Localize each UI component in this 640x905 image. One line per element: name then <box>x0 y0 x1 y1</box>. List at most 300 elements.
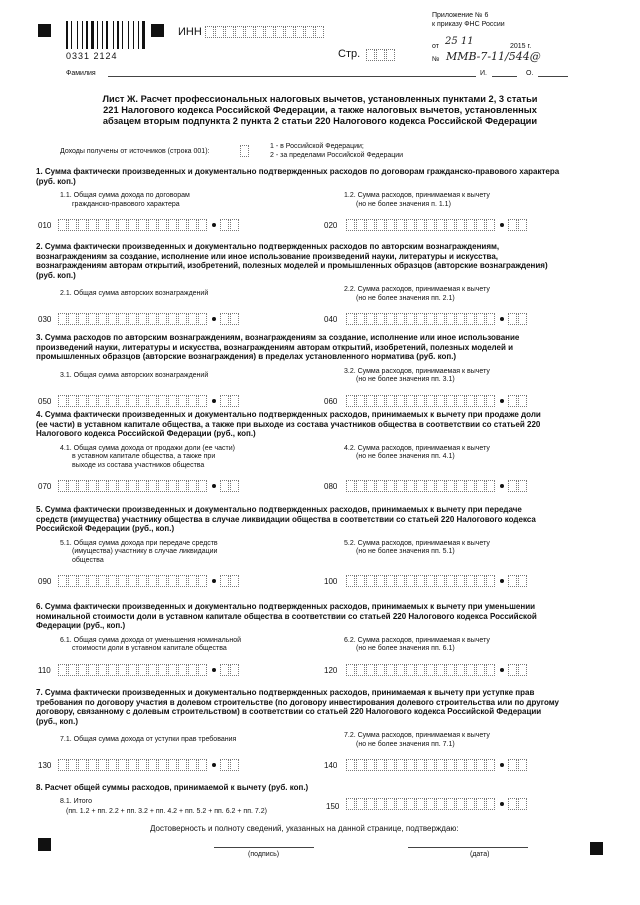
char-cell[interactable] <box>178 313 187 325</box>
char-cell[interactable] <box>178 664 187 676</box>
char-cell[interactable] <box>386 49 395 61</box>
section-1-right-amount[interactable] <box>346 219 528 231</box>
section-6-left-amount[interactable] <box>58 664 240 676</box>
char-cell[interactable] <box>178 219 187 231</box>
char-cell[interactable] <box>466 480 475 492</box>
char-cell[interactable] <box>88 759 97 771</box>
char-cell[interactable] <box>68 395 77 407</box>
char-cell[interactable] <box>386 313 395 325</box>
char-cell[interactable] <box>188 575 197 587</box>
char-cell[interactable] <box>128 395 137 407</box>
char-cell[interactable] <box>68 664 77 676</box>
char-cell[interactable] <box>436 480 445 492</box>
char-cell[interactable] <box>436 664 445 676</box>
char-cell[interactable] <box>138 313 147 325</box>
char-cell[interactable] <box>376 759 385 771</box>
char-cell[interactable] <box>188 395 197 407</box>
signature-line[interactable] <box>214 847 314 848</box>
char-cell[interactable] <box>396 395 405 407</box>
section-2-right-amount[interactable] <box>346 313 528 325</box>
char-cell[interactable] <box>108 575 117 587</box>
char-cell[interactable] <box>376 219 385 231</box>
char-cell[interactable] <box>78 664 87 676</box>
char-cell[interactable] <box>188 219 197 231</box>
char-cell[interactable] <box>356 575 365 587</box>
char-cell[interactable] <box>366 480 375 492</box>
char-cell[interactable] <box>88 664 97 676</box>
char-cell[interactable] <box>168 395 177 407</box>
char-cell[interactable] <box>88 480 97 492</box>
char-cell[interactable] <box>88 395 97 407</box>
char-cell[interactable] <box>205 26 214 38</box>
income-source-option-1: 1 - в Российской Федерации; <box>270 143 364 150</box>
char-cell[interactable] <box>138 480 147 492</box>
char-cell[interactable] <box>58 313 67 325</box>
char-cell[interactable] <box>168 759 177 771</box>
char-cell[interactable] <box>168 480 177 492</box>
char-cell[interactable] <box>305 26 314 38</box>
char-cell[interactable] <box>230 395 239 407</box>
char-cell[interactable] <box>396 575 405 587</box>
char-cell[interactable] <box>58 395 67 407</box>
char-cell[interactable] <box>118 219 127 231</box>
char-cell[interactable] <box>240 145 249 157</box>
char-cell[interactable] <box>356 313 365 325</box>
char-cell[interactable] <box>188 664 197 676</box>
char-cell[interactable] <box>118 480 127 492</box>
char-cell[interactable] <box>148 395 157 407</box>
char-cell[interactable] <box>265 26 274 38</box>
char-cell[interactable] <box>426 798 435 810</box>
char-cell[interactable] <box>406 664 415 676</box>
char-cell[interactable] <box>416 575 425 587</box>
char-cell[interactable] <box>476 219 485 231</box>
char-cell[interactable] <box>416 219 425 231</box>
char-cell[interactable] <box>426 313 435 325</box>
char-cell[interactable] <box>456 395 465 407</box>
char-cell[interactable] <box>486 480 495 492</box>
char-cell[interactable] <box>158 759 167 771</box>
char-cell[interactable] <box>68 759 77 771</box>
char-cell[interactable] <box>235 26 244 38</box>
char-cell[interactable] <box>376 575 385 587</box>
char-cell[interactable] <box>436 575 445 587</box>
char-cell[interactable] <box>508 313 517 325</box>
char-cell[interactable] <box>245 26 254 38</box>
char-cell[interactable] <box>346 575 355 587</box>
char-cell[interactable] <box>456 798 465 810</box>
char-cell[interactable] <box>476 313 485 325</box>
char-cell[interactable] <box>188 313 197 325</box>
char-cell[interactable] <box>188 480 197 492</box>
char-cell[interactable] <box>466 798 475 810</box>
char-cell[interactable] <box>486 575 495 587</box>
char-cell[interactable] <box>158 575 167 587</box>
char-cell[interactable] <box>346 395 355 407</box>
char-cell[interactable] <box>426 575 435 587</box>
surname-line[interactable] <box>108 76 476 77</box>
char-cell[interactable] <box>366 664 375 676</box>
char-cell[interactable] <box>476 395 485 407</box>
char-cell[interactable] <box>356 798 365 810</box>
section-7-right-amount[interactable] <box>346 759 528 771</box>
char-cell[interactable] <box>138 219 147 231</box>
char-cell[interactable] <box>386 575 395 587</box>
char-cell[interactable] <box>198 664 207 676</box>
char-cell[interactable] <box>508 759 517 771</box>
char-cell[interactable] <box>230 664 239 676</box>
char-cell[interactable] <box>366 313 375 325</box>
char-cell[interactable] <box>108 480 117 492</box>
char-cell[interactable] <box>376 395 385 407</box>
char-cell[interactable] <box>78 759 87 771</box>
char-cell[interactable] <box>476 798 485 810</box>
char-cell[interactable] <box>158 219 167 231</box>
char-cell[interactable] <box>346 313 355 325</box>
char-cell[interactable] <box>158 664 167 676</box>
char-cell[interactable] <box>58 575 67 587</box>
char-cell[interactable] <box>406 313 415 325</box>
char-cell[interactable] <box>148 759 157 771</box>
char-cell[interactable] <box>128 759 137 771</box>
char-cell[interactable] <box>518 480 527 492</box>
char-cell[interactable] <box>178 395 187 407</box>
section-4-right-amount[interactable] <box>346 480 528 492</box>
char-cell[interactable] <box>386 480 395 492</box>
char-cell[interactable] <box>198 480 207 492</box>
char-cell[interactable] <box>108 759 117 771</box>
char-cell[interactable] <box>78 313 87 325</box>
char-cell[interactable] <box>356 219 365 231</box>
char-cell[interactable] <box>396 798 405 810</box>
section-1-right-label: (но не более значения п. 1.1) <box>356 200 451 208</box>
char-cell[interactable] <box>386 219 395 231</box>
char-cell[interactable] <box>108 313 117 325</box>
char-cell[interactable] <box>426 759 435 771</box>
char-cell[interactable] <box>486 313 495 325</box>
section-2-left-amount[interactable] <box>58 313 240 325</box>
char-cell[interactable] <box>476 664 485 676</box>
char-cell[interactable] <box>466 395 475 407</box>
char-cell[interactable] <box>215 26 224 38</box>
char-cell[interactable] <box>220 480 229 492</box>
char-cell[interactable] <box>436 219 445 231</box>
char-cell[interactable] <box>456 480 465 492</box>
char-cell[interactable] <box>178 759 187 771</box>
inn-cells[interactable] <box>205 26 325 38</box>
char-cell[interactable] <box>98 664 107 676</box>
char-cell[interactable] <box>436 313 445 325</box>
char-cell[interactable] <box>366 395 375 407</box>
char-cell[interactable] <box>158 480 167 492</box>
char-cell[interactable] <box>446 575 455 587</box>
decimal-point <box>212 317 216 321</box>
char-cell[interactable] <box>508 219 517 231</box>
char-cell[interactable] <box>508 798 517 810</box>
char-cell[interactable] <box>456 759 465 771</box>
char-cell[interactable] <box>225 26 234 38</box>
char-cell[interactable] <box>386 759 395 771</box>
char-cell[interactable] <box>366 575 375 587</box>
char-cell[interactable] <box>446 759 455 771</box>
initial-i-line[interactable] <box>492 76 517 77</box>
char-cell[interactable] <box>356 480 365 492</box>
char-cell[interactable] <box>138 664 147 676</box>
section-8-amount[interactable] <box>346 798 528 810</box>
char-cell[interactable] <box>118 395 127 407</box>
char-cell[interactable] <box>158 395 167 407</box>
char-cell[interactable] <box>426 480 435 492</box>
initial-o-line[interactable] <box>538 76 568 77</box>
char-cell[interactable] <box>416 759 425 771</box>
char-cell[interactable] <box>128 313 137 325</box>
char-cell[interactable] <box>98 395 107 407</box>
char-cell[interactable] <box>366 798 375 810</box>
barcode-number: 0331 2124 <box>66 51 118 61</box>
char-cell[interactable] <box>346 480 355 492</box>
char-cell[interactable] <box>118 759 127 771</box>
char-cell[interactable] <box>88 219 97 231</box>
char-cell[interactable] <box>148 219 157 231</box>
char-cell[interactable] <box>486 759 495 771</box>
char-cell[interactable] <box>486 219 495 231</box>
char-cell[interactable] <box>376 313 385 325</box>
char-cell[interactable] <box>376 798 385 810</box>
char-cell[interactable] <box>426 395 435 407</box>
section-7-heading-line: договору, связанному с долевым строительством) в соответствии со статьей 220 Налогового кодекса Российской Федерации <box>36 707 542 716</box>
char-cell[interactable] <box>396 664 405 676</box>
char-cell[interactable] <box>466 313 475 325</box>
char-cell[interactable] <box>148 313 157 325</box>
char-cell[interactable] <box>220 313 229 325</box>
char-cell[interactable] <box>366 219 375 231</box>
char-cell[interactable] <box>158 313 167 325</box>
section-6-right-amount[interactable] <box>346 664 528 676</box>
section-3-right-amount[interactable] <box>346 395 528 407</box>
char-cell[interactable] <box>416 480 425 492</box>
char-cell[interactable] <box>396 759 405 771</box>
char-cell[interactable] <box>58 759 67 771</box>
char-cell[interactable] <box>436 395 445 407</box>
char-cell[interactable] <box>230 759 239 771</box>
date-line[interactable] <box>408 847 528 848</box>
char-cell[interactable] <box>118 664 127 676</box>
char-cell[interactable] <box>518 313 527 325</box>
char-cell[interactable] <box>386 395 395 407</box>
char-cell[interactable] <box>486 395 495 407</box>
char-cell[interactable] <box>58 219 67 231</box>
char-cell[interactable] <box>518 575 527 587</box>
char-cell[interactable] <box>230 313 239 325</box>
char-cell[interactable] <box>356 395 365 407</box>
char-cell[interactable] <box>518 664 527 676</box>
char-cell[interactable] <box>456 575 465 587</box>
char-cell[interactable] <box>406 395 415 407</box>
char-cell[interactable] <box>98 313 107 325</box>
char-cell[interactable] <box>466 759 475 771</box>
char-cell[interactable] <box>346 219 355 231</box>
char-cell[interactable] <box>446 798 455 810</box>
char-cell[interactable] <box>220 759 229 771</box>
section-7-left-amount[interactable] <box>58 759 240 771</box>
char-cell[interactable] <box>128 219 137 231</box>
char-cell[interactable] <box>436 759 445 771</box>
char-cell[interactable] <box>508 575 517 587</box>
char-cell[interactable] <box>406 480 415 492</box>
char-cell[interactable] <box>456 664 465 676</box>
section-4-left-amount[interactable] <box>58 480 240 492</box>
char-cell[interactable] <box>220 219 229 231</box>
char-cell[interactable] <box>78 480 87 492</box>
char-cell[interactable] <box>476 575 485 587</box>
char-cell[interactable] <box>220 395 229 407</box>
char-cell[interactable] <box>78 395 87 407</box>
char-cell[interactable] <box>98 219 107 231</box>
char-cell[interactable] <box>396 219 405 231</box>
char-cell[interactable] <box>446 219 455 231</box>
char-cell[interactable] <box>518 395 527 407</box>
char-cell[interactable] <box>346 664 355 676</box>
char-cell[interactable] <box>346 798 355 810</box>
char-cell[interactable] <box>466 575 475 587</box>
char-cell[interactable] <box>98 575 107 587</box>
char-cell[interactable] <box>456 219 465 231</box>
char-cell[interactable] <box>518 219 527 231</box>
char-cell[interactable] <box>198 219 207 231</box>
char-cell[interactable] <box>436 798 445 810</box>
char-cell[interactable] <box>396 480 405 492</box>
char-cell[interactable] <box>456 313 465 325</box>
page-cells[interactable] <box>366 49 396 61</box>
char-cell[interactable] <box>416 313 425 325</box>
char-cell[interactable] <box>118 575 127 587</box>
char-cell[interactable] <box>188 759 197 771</box>
char-cell[interactable] <box>406 575 415 587</box>
char-cell[interactable] <box>396 313 405 325</box>
char-cell[interactable] <box>508 664 517 676</box>
char-cell[interactable] <box>68 480 77 492</box>
section-1-left-amount[interactable] <box>58 219 240 231</box>
char-cell[interactable] <box>168 219 177 231</box>
char-cell[interactable] <box>78 575 87 587</box>
barcode-bar <box>66 21 68 49</box>
char-cell[interactable] <box>88 313 97 325</box>
char-cell[interactable] <box>486 798 495 810</box>
char-cell[interactable] <box>58 664 67 676</box>
char-cell[interactable] <box>108 219 117 231</box>
char-cell[interactable] <box>376 664 385 676</box>
char-cell[interactable] <box>426 219 435 231</box>
char-cell[interactable] <box>68 313 77 325</box>
char-cell[interactable] <box>168 313 177 325</box>
char-cell[interactable] <box>128 575 137 587</box>
char-cell[interactable] <box>406 219 415 231</box>
char-cell[interactable] <box>366 759 375 771</box>
char-cell[interactable] <box>406 798 415 810</box>
char-cell[interactable] <box>466 664 475 676</box>
char-cell[interactable] <box>426 664 435 676</box>
char-cell[interactable] <box>446 313 455 325</box>
char-cell[interactable] <box>476 759 485 771</box>
char-cell[interactable] <box>376 49 385 61</box>
char-cell[interactable] <box>486 664 495 676</box>
char-cell[interactable] <box>230 480 239 492</box>
char-cell[interactable] <box>466 219 475 231</box>
char-cell[interactable] <box>98 480 107 492</box>
char-cell[interactable] <box>118 313 127 325</box>
char-cell[interactable] <box>68 575 77 587</box>
char-cell[interactable] <box>518 759 527 771</box>
char-cell[interactable] <box>108 664 117 676</box>
char-cell[interactable] <box>138 575 147 587</box>
char-cell[interactable] <box>386 798 395 810</box>
char-cell[interactable] <box>285 26 294 38</box>
char-cell[interactable] <box>88 575 97 587</box>
char-cell[interactable] <box>108 395 117 407</box>
char-cell[interactable] <box>295 26 304 38</box>
char-cell[interactable] <box>446 395 455 407</box>
char-cell[interactable] <box>230 219 239 231</box>
char-cell[interactable] <box>98 759 107 771</box>
char-cell[interactable] <box>148 664 157 676</box>
char-cell[interactable] <box>476 480 485 492</box>
char-cell[interactable] <box>168 575 177 587</box>
char-cell[interactable] <box>220 575 229 587</box>
char-cell[interactable] <box>275 26 284 38</box>
char-cell[interactable] <box>446 480 455 492</box>
char-cell[interactable] <box>315 26 324 38</box>
char-cell[interactable] <box>518 798 527 810</box>
char-cell[interactable] <box>356 664 365 676</box>
char-cell[interactable] <box>178 480 187 492</box>
char-cell[interactable] <box>168 664 177 676</box>
char-cell[interactable] <box>128 664 137 676</box>
char-cell[interactable] <box>138 395 147 407</box>
char-cell[interactable] <box>406 759 415 771</box>
char-cell[interactable] <box>148 480 157 492</box>
section-3-left-amount[interactable] <box>58 395 240 407</box>
char-cell[interactable] <box>356 759 365 771</box>
char-cell[interactable] <box>148 575 157 587</box>
char-cell[interactable] <box>508 480 517 492</box>
char-cell[interactable] <box>198 395 207 407</box>
char-cell[interactable] <box>416 395 425 407</box>
char-cell[interactable] <box>78 219 87 231</box>
char-cell[interactable] <box>138 759 147 771</box>
char-cell[interactable] <box>198 759 207 771</box>
char-cell[interactable] <box>220 664 229 676</box>
char-cell[interactable] <box>446 664 455 676</box>
char-cell[interactable] <box>178 575 187 587</box>
section-5-left-amount[interactable] <box>58 575 240 587</box>
section-5-right-amount[interactable] <box>346 575 528 587</box>
char-cell[interactable] <box>198 575 207 587</box>
char-cell[interactable] <box>416 664 425 676</box>
income-source-cell[interactable] <box>240 145 250 157</box>
char-cell[interactable] <box>346 759 355 771</box>
char-cell[interactable] <box>58 480 67 492</box>
char-cell[interactable] <box>508 395 517 407</box>
char-cell[interactable] <box>68 219 77 231</box>
char-cell[interactable] <box>376 480 385 492</box>
char-cell[interactable] <box>198 313 207 325</box>
char-cell[interactable] <box>255 26 264 38</box>
char-cell[interactable] <box>230 575 239 587</box>
char-cell[interactable] <box>366 49 375 61</box>
char-cell[interactable] <box>386 664 395 676</box>
char-cell[interactable] <box>128 480 137 492</box>
char-cell[interactable] <box>416 798 425 810</box>
